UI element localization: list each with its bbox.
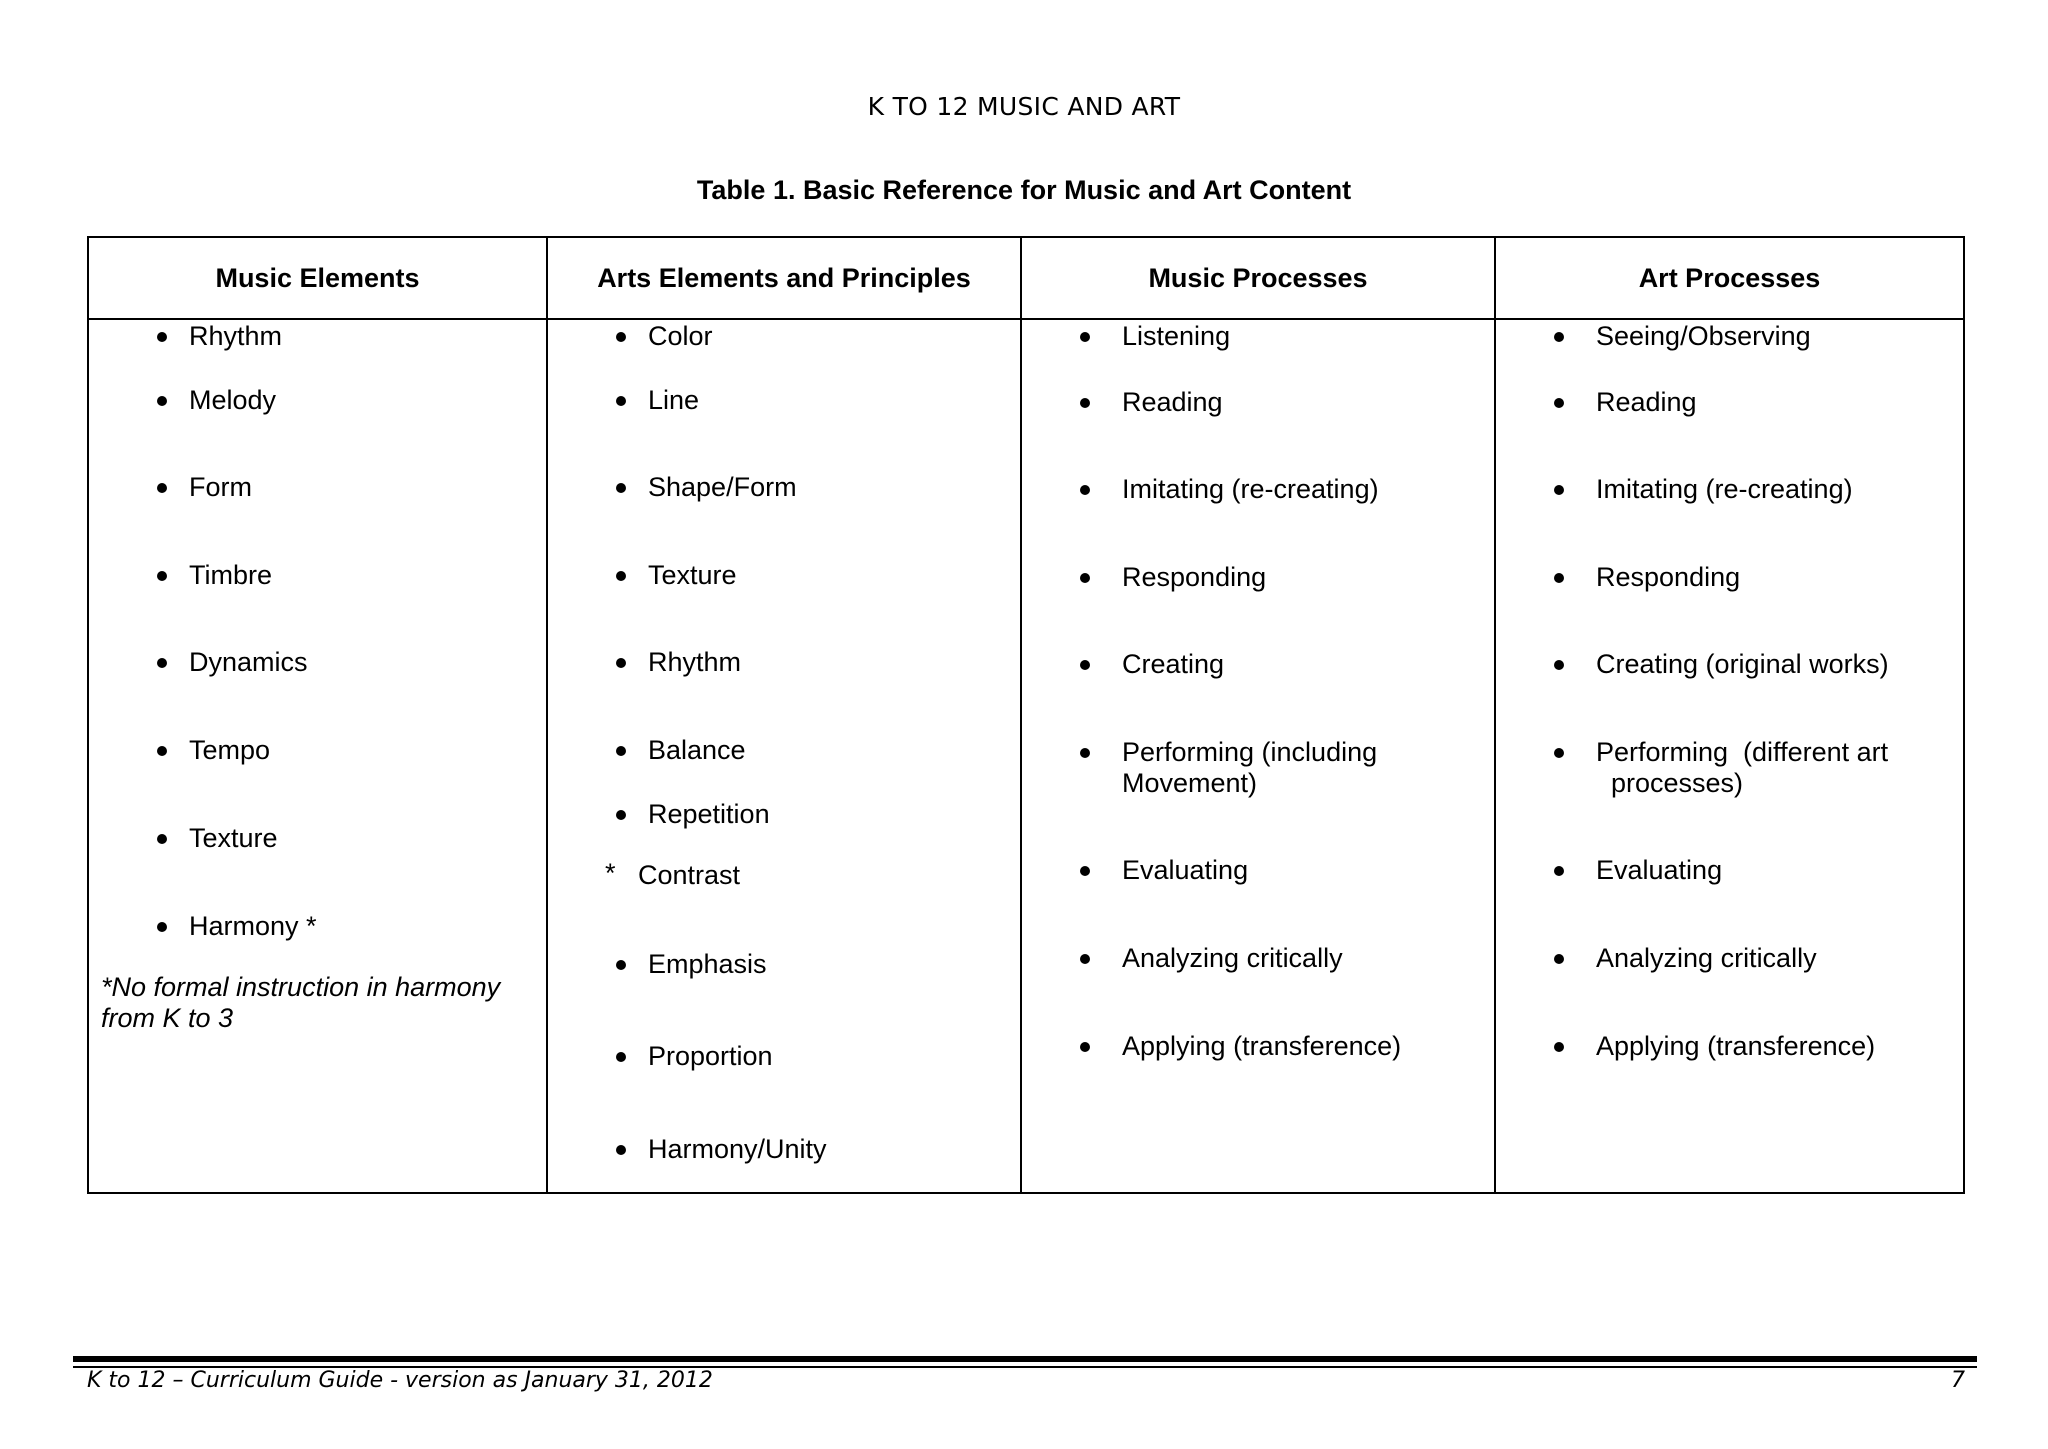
list-item: Melody [189,385,277,415]
list-item: Harmony/Unity [648,1134,827,1164]
list-item: Reading [1596,387,1697,417]
column-header: Arts Elements and Principles [548,238,1020,320]
list-item: Evaluating [1122,855,1249,885]
column-arts-elements [546,238,1020,1192]
list-item: Creating [1122,649,1225,679]
bullet-icon [616,746,626,756]
list-item: Harmony * [189,911,317,941]
bullet-icon [616,1145,626,1155]
bullet-icon [616,658,626,668]
column-art-processes [1494,238,1963,1192]
table-caption: Table 1. Basic Reference for Music and Art Content [696,175,1352,205]
asterisk-marker: * [605,858,616,888]
bullet-icon [616,960,626,970]
list-item: Texture [189,823,278,853]
bullet-icon [1080,954,1090,964]
bullet-icon [1554,866,1564,876]
bullet-icon [157,658,167,668]
bullet-icon [157,396,167,406]
list-item: Contrast [638,860,741,890]
bullet-icon [1080,573,1090,583]
list-item: Applying (transference) [1122,1031,1402,1061]
list-item: Performing (including Movement) [1122,737,1378,798]
list-item: Emphasis [648,949,767,979]
list-item: Shape/Form [648,472,797,502]
bullet-icon [1080,398,1090,408]
list-item: Applying (transference) [1596,1031,1876,1061]
column-music-processes [1020,238,1494,1192]
bullet-icon [1554,573,1564,583]
bullet-icon [1554,485,1564,495]
list-item: Color [648,321,713,351]
list-item: Form [189,472,252,502]
bullet-icon [1080,660,1090,670]
footer-guide-version: K to 12 – Curriculum Guide - version as January 31, 2012 [87,1368,713,1393]
bullet-icon [616,332,626,342]
list-item: Imitating (re-creating) [1596,474,1853,504]
bullet-icon [157,332,167,342]
list-item: Analyzing critically [1596,943,1817,973]
list-item: Line [648,385,700,415]
page-title: K TO 12 MUSIC AND ART [867,92,1181,121]
bullet-icon [1554,954,1564,964]
list-item: Listening [1122,321,1231,351]
bullet-icon [616,396,626,406]
bullet-icon [1554,660,1564,670]
list-item: Responding [1122,562,1267,592]
column-header: Art Processes [1496,238,1963,320]
list-item: Balance [648,735,746,765]
bullet-icon [616,1052,626,1062]
list-item: Evaluating [1596,855,1723,885]
bullet-icon [1080,332,1090,342]
list-item: Tempo [189,735,271,765]
reference-table [87,236,1965,1194]
list-item: Dynamics [189,647,308,677]
column-music-elements [89,238,546,1192]
bullet-icon [616,483,626,493]
list-item: Imitating (re-creating) [1122,474,1379,504]
bullet-icon [1080,485,1090,495]
bullet-icon [1554,748,1564,758]
bullet-icon [1554,332,1564,342]
bullet-icon [1080,748,1090,758]
column-header: Music Elements [89,238,546,320]
footer-rule-thick [73,1356,1977,1362]
list-item: Rhythm [189,321,283,351]
list-item: Seeing/Observing [1596,321,1811,351]
list-item: Reading [1122,387,1223,417]
bullet-icon [157,483,167,493]
list-item: Rhythm [648,647,742,677]
list-item: Responding [1596,562,1741,592]
list-item: Texture [648,560,737,590]
list-item: Timbre [189,560,273,590]
column-header: Music Processes [1022,238,1494,320]
list-item: Creating (original works) [1596,649,1889,679]
bullet-icon [1554,1042,1564,1052]
bullet-icon [157,746,167,756]
bullet-icon [157,571,167,581]
harmony-footnote: *No formal instruction in harmony from K to 3 [101,972,501,1033]
list-item: Performing (different art processes) [1596,737,1889,798]
bullet-icon [157,834,167,844]
bullet-icon [1554,398,1564,408]
list-item: Proportion [648,1041,773,1071]
bullet-icon [157,922,167,932]
list-item: Repetition [648,799,770,829]
list-item: Analyzing critically [1122,943,1343,973]
bullet-icon [616,571,626,581]
bullet-icon [616,810,626,820]
page-number: 7 [1951,1368,1965,1393]
bullet-icon [1080,1042,1090,1052]
bullet-icon [1080,866,1090,876]
